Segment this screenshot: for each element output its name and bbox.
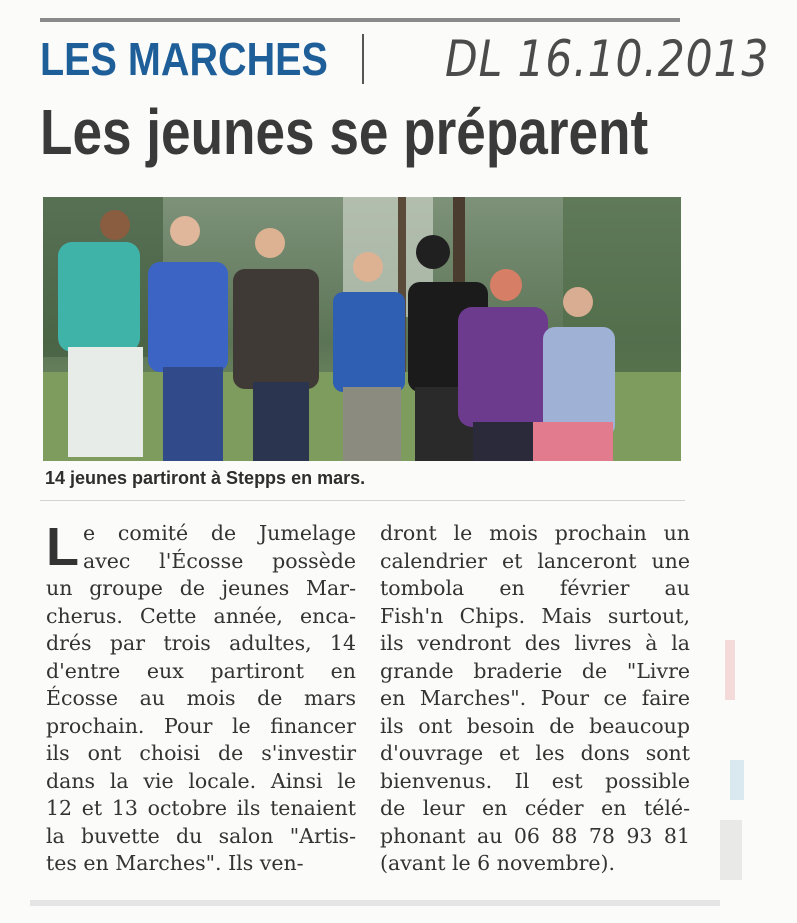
article-line: phonant au 06 88 78 93 81 xyxy=(380,823,690,848)
article-line: tes en Marches". Ils ven- xyxy=(46,851,304,875)
article-line: Fish'n Chips. Mais surtout, xyxy=(380,603,690,628)
article-line: d'entre eux partiront en xyxy=(46,658,356,683)
section-title: LES MARCHES xyxy=(40,33,328,85)
article-line: ils vendront des livres à la xyxy=(380,631,690,655)
caption-separator xyxy=(40,500,685,501)
top-rule xyxy=(40,18,680,22)
article-line: grande braderie de "Livre xyxy=(380,658,690,683)
article-line: de leur en céder en télé- xyxy=(380,796,690,820)
article-line: (avant le 6 novembre). xyxy=(380,851,616,875)
headline: Les jeunes se préparent xyxy=(40,96,649,168)
bottom-rule xyxy=(30,900,720,906)
article-line: cherus. Cette année, enca- xyxy=(46,603,356,628)
article-line: d'ouvrage et les dons sont xyxy=(380,741,690,765)
article-line: tombola en février au xyxy=(380,576,690,600)
article-photo xyxy=(43,197,681,461)
article-line: e comité de Jumelage xyxy=(83,521,356,545)
photo-caption: 14 jeunes partiront à Stepps en mars. xyxy=(45,468,366,488)
article-line: en Marches". Pour ce faire xyxy=(380,686,690,710)
handwritten-date-note: DL 16.10.2013 xyxy=(445,30,770,88)
article-line: dans la vie locale. Ainsi le xyxy=(46,768,356,793)
article-line: bienvenus. Il est possible xyxy=(380,768,690,793)
article-line: prochain. Pour le financer xyxy=(46,713,356,738)
article-column-right xyxy=(380,520,690,878)
article-line: drés par trois adultes, 14 xyxy=(46,631,356,655)
article-line: dront le mois prochain un xyxy=(380,521,690,545)
section-divider xyxy=(362,34,364,84)
article-line: ils ont choisi de s'investir xyxy=(46,741,356,765)
article-line: ils ont besoin de beaucoup xyxy=(380,713,690,738)
article-line: Écosse au mois de mars xyxy=(46,686,356,710)
article-line: calendrier et lanceront une xyxy=(380,548,690,573)
article-line: la buvette du salon "Artis- xyxy=(46,823,356,848)
article-line: avec l'Écosse possède xyxy=(83,548,356,573)
drop-cap: L xyxy=(46,517,79,577)
scan-smudge xyxy=(700,620,760,900)
article-line: 12 et 13 octobre ils tenaient xyxy=(46,796,356,820)
article-column-left xyxy=(46,517,356,878)
article-line: un groupe de jeunes Mar- xyxy=(46,576,356,600)
